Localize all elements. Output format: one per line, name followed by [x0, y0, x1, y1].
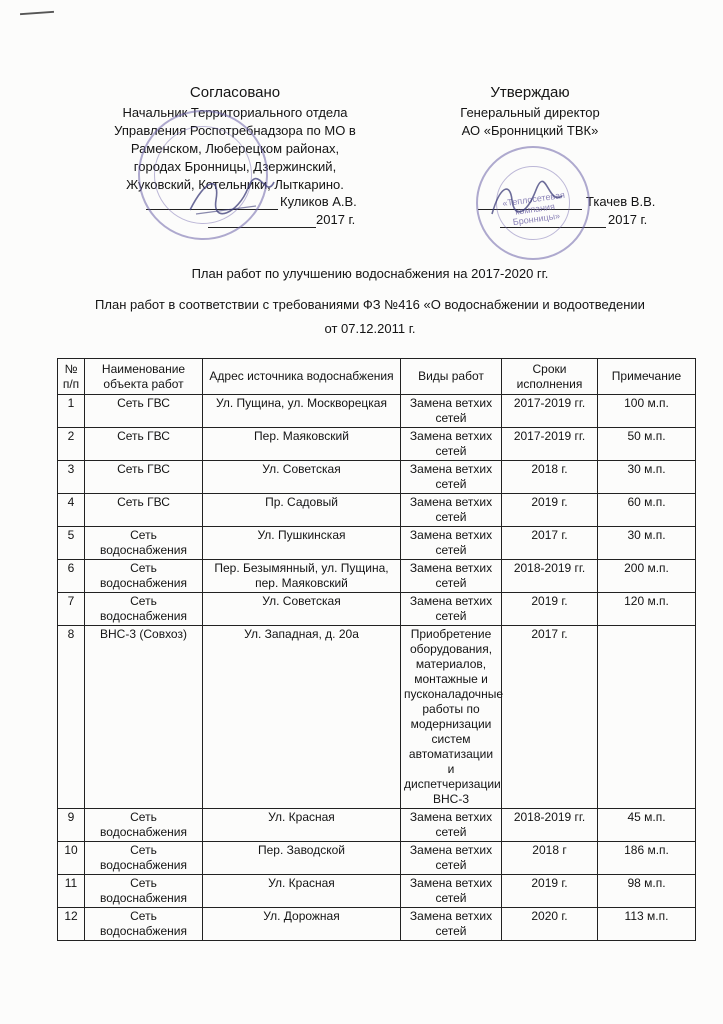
- table-cell-period: 2017 г.: [502, 527, 598, 560]
- handwritten-signature: [486, 176, 566, 224]
- table-row: [58, 461, 696, 494]
- plan-subtitle-line: План работ в соответствии с требованиями ФЗ №416 «О водоснабжении и водоотведении: [95, 297, 645, 312]
- table-cell-address: Ул. Пушкинская: [203, 527, 401, 560]
- stamp-text: «Теплосетевая компания Бронницы»: [501, 189, 566, 228]
- table-row: [58, 593, 696, 626]
- table-cell-works: Замена ветхих сетей: [401, 428, 502, 461]
- table-row: [58, 809, 696, 842]
- table-cell-num: 2: [58, 428, 85, 461]
- table-cell-address: Ул. Западная, д. 20а: [203, 626, 401, 809]
- plan-subtitle: [60, 293, 680, 341]
- table-cell-works: Замена ветхих сетей: [401, 875, 502, 908]
- table-cell-note: 120 м.п.: [598, 593, 696, 626]
- plan-subtitle-line: от 07.12.2011 г.: [324, 321, 416, 336]
- table-cell-address: Ул. Красная: [203, 809, 401, 842]
- column-header: Адрес источника водоснабжения: [203, 359, 401, 395]
- table-cell-note: 200 м.п.: [598, 560, 696, 593]
- table-cell-period: 2018-2019 гг.: [502, 809, 598, 842]
- table-cell-address: Пер. Маяковский: [203, 428, 401, 461]
- table-cell-works: Замена ветхих сетей: [401, 494, 502, 527]
- table-cell-note: 100 м.п.: [598, 395, 696, 428]
- table-row: [58, 908, 696, 941]
- table-cell-num: 11: [58, 875, 85, 908]
- signer-name: Ткачев В.В.: [586, 194, 656, 209]
- table-cell-num: 4: [58, 494, 85, 527]
- table-cell-note: 60 м.п.: [598, 494, 696, 527]
- approval-line: городах Бронницы, Дзержинский,: [133, 159, 337, 174]
- table-cell-address: Ул. Дорожная: [203, 908, 401, 941]
- table-cell-works: Замена ветхих сетей: [401, 593, 502, 626]
- column-header: Примечание: [598, 359, 696, 395]
- table-cell-num: 3: [58, 461, 85, 494]
- table-cell-works: Замена ветхих сетей: [401, 842, 502, 875]
- table-cell-note: 98 м.п.: [598, 875, 696, 908]
- table-cell-period: 2020 г.: [502, 908, 598, 941]
- table-cell-name: Сеть водоснабжения: [85, 593, 203, 626]
- table-cell-num: 5: [58, 527, 85, 560]
- table-row: [58, 560, 696, 593]
- table-cell-name: Сеть ГВС: [85, 395, 203, 428]
- table-row: [58, 875, 696, 908]
- table-cell-period: 2017-2019 гг.: [502, 395, 598, 428]
- table-cell-works: Замена ветхих сетей: [401, 560, 502, 593]
- table-cell-note: 30 м.п.: [598, 461, 696, 494]
- table-cell-note: 186 м.п.: [598, 842, 696, 875]
- approval-line: Генеральный директор: [460, 105, 600, 120]
- table-cell-address: Пер. Заводской: [203, 842, 401, 875]
- column-header: Сроки исполнения: [502, 359, 598, 395]
- table-cell-name: Сеть ГВС: [85, 494, 203, 527]
- approval-line: Управления Роспотребнадзора по МО в: [114, 123, 356, 138]
- table-cell-address: Ул. Советская: [203, 593, 401, 626]
- table-header-row: [58, 359, 696, 395]
- table-cell-period: 2017 г.: [502, 626, 598, 809]
- table-cell-note: 45 м.п.: [598, 809, 696, 842]
- scan-mark: [20, 11, 54, 15]
- table-cell-name: ВНС-3 (Совхоз): [85, 626, 203, 809]
- signer-name: Куликов А.В.: [280, 194, 357, 209]
- table-cell-address: Пр. Садовый: [203, 494, 401, 527]
- approval-line: Начальник Территориального отдела: [122, 105, 348, 120]
- table-cell-name: Сеть ГВС: [85, 461, 203, 494]
- table-cell-num: 9: [58, 809, 85, 842]
- works-table: [57, 358, 696, 941]
- table-cell-works: Приобретение оборудования, материалов, монтажные и пусконаладочные работы по модернизации систем автоматизации и диспетчеризации ВНС-3: [401, 626, 502, 809]
- table-cell-works: Замена ветхих сетей: [401, 809, 502, 842]
- table-row: [58, 395, 696, 428]
- table-cell-num: 6: [58, 560, 85, 593]
- table-cell-works: Замена ветхих сетей: [401, 527, 502, 560]
- table-cell-works: Замена ветхих сетей: [401, 395, 502, 428]
- table-cell-period: 2017-2019 гг.: [502, 428, 598, 461]
- table-cell-period: 2018 г.: [502, 461, 598, 494]
- table-cell-num: 7: [58, 593, 85, 626]
- plan-title: План работ по улучшению водоснабжения на 2017-2020 гг.: [191, 266, 549, 281]
- table-cell-num: 1: [58, 395, 85, 428]
- approval-heading: Согласовано: [189, 84, 281, 101]
- table-cell-num: 8: [58, 626, 85, 809]
- approval-line: Жуковский, Котельники, Лыткарино.: [126, 177, 344, 192]
- table-cell-note: 50 м.п.: [598, 428, 696, 461]
- table-cell-name: Сеть водоснабжения: [85, 908, 203, 941]
- table-cell-period: 2018-2019 гг.: [502, 560, 598, 593]
- table-cell-address: Ул. Советская: [203, 461, 401, 494]
- table-row: [58, 428, 696, 461]
- table-cell-address: Пер. Безымянный, ул. Пущина, пер. Маяковский: [203, 560, 401, 593]
- table-cell-works: Замена ветхих сетей: [401, 461, 502, 494]
- table-cell-note: [598, 626, 696, 809]
- approval-line: АО «Бронницкий ТВК»: [461, 123, 599, 138]
- table-cell-note: 30 м.п.: [598, 527, 696, 560]
- table-cell-name: Сеть водоснабжения: [85, 875, 203, 908]
- table-cell-address: Ул. Красная: [203, 875, 401, 908]
- table-row: [58, 494, 696, 527]
- handwritten-signature: [186, 170, 276, 220]
- table-cell-period: 2019 г.: [502, 494, 598, 527]
- approval-date: 2017 г.: [608, 212, 648, 227]
- table-cell-period: 2018 г: [502, 842, 598, 875]
- table-cell-name: Сеть водоснабжения: [85, 560, 203, 593]
- column-header: Виды работ: [401, 359, 502, 395]
- column-header: Наименование объекта работ: [85, 359, 203, 395]
- table-row: [58, 527, 696, 560]
- table-cell-num: 12: [58, 908, 85, 941]
- table-cell-num: 10: [58, 842, 85, 875]
- table-cell-note: 113 м.п.: [598, 908, 696, 941]
- table-cell-name: Сеть ГВС: [85, 428, 203, 461]
- table-cell-name: Сеть водоснабжения: [85, 809, 203, 842]
- table-row: [58, 626, 696, 809]
- table-cell-name: Сеть водоснабжения: [85, 842, 203, 875]
- table-cell-period: 2019 г.: [502, 593, 598, 626]
- column-header: № п/п: [58, 359, 85, 395]
- approval-line: Раменском, Люберецком районах,: [130, 141, 340, 156]
- table-cell-period: 2019 г.: [502, 875, 598, 908]
- table-cell-works: Замена ветхих сетей: [401, 908, 502, 941]
- table-cell-address: Ул. Пущина, ул. Москворецкая: [203, 395, 401, 428]
- approval-date: 2017 г.: [316, 212, 356, 227]
- table-cell-name: Сеть водоснабжения: [85, 527, 203, 560]
- table-row: [58, 842, 696, 875]
- approval-heading: Утверждаю: [490, 84, 570, 101]
